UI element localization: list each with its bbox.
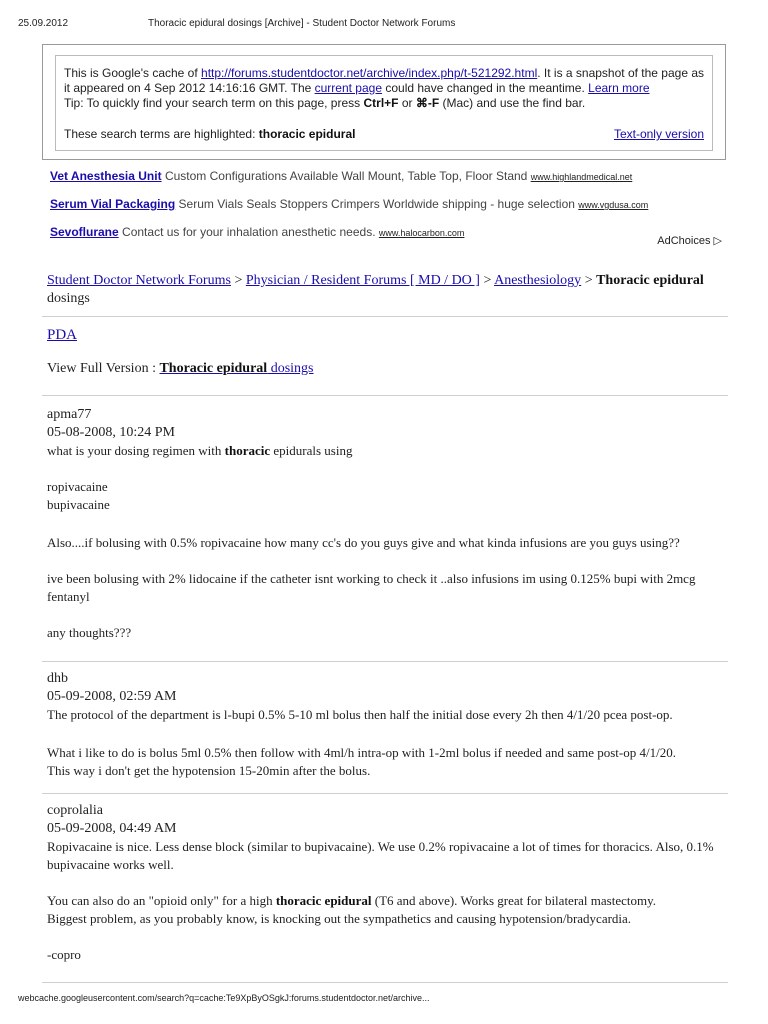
ad-item[interactable] — [50, 196, 730, 224]
post-author: coprolalia — [47, 803, 103, 818]
post-author: dhb — [47, 671, 68, 686]
tip-suffix: (Mac) and use the find bar. — [439, 96, 586, 110]
highlight-row — [64, 127, 704, 142]
post-text-part: what is your dosing regimen with — [47, 443, 225, 458]
print-title: Thoracic epidural dosings [Archive] - Student Doctor Network Forums — [148, 18, 456, 29]
google-cache-banner — [42, 44, 726, 160]
post-text: Ropivacaine is nice. Less dense block (similar to bupivacaine). We use 0.2% ropivacaine a lot of times for thoracics. Also, 0.1% bupivacaine works well. — [47, 839, 714, 872]
ad-item[interactable] — [50, 224, 730, 252]
breadcrumb-anesthesiology[interactable]: Anesthesiology — [494, 273, 582, 288]
divider — [42, 982, 728, 983]
post-text: ive been bolusing with 2% lidocaine if the catheter isnt working to check it ..also infusions im using 0.125% bupi with 2mcg fentanyl — [47, 571, 696, 604]
full-version-prefix: View Full Version : — [47, 361, 160, 376]
post-text-part: You can also do an "opioid only" for a high — [47, 893, 276, 908]
divider — [42, 395, 728, 396]
adchoices-link[interactable]: AdChoices ▷ — [657, 235, 722, 247]
ad-url[interactable]: www.highlandmedical.net — [530, 172, 633, 182]
post-text-part: (T6 and above). Works great for bilateral mastectomy. — [371, 893, 657, 908]
full-version-bold: Thoracic epidural — [159, 361, 268, 376]
breadcrumb-separator: > — [479, 273, 495, 288]
post-date: 05-09-2008, 02:59 AM — [47, 689, 177, 704]
view-full-version — [47, 361, 314, 377]
post-text — [47, 892, 737, 910]
cache-prefix: This is Google's cache of — [64, 66, 202, 80]
ad-item[interactable] — [50, 168, 730, 196]
post-text-highlight: thoracic epidural — [275, 893, 372, 908]
cached-url-link[interactable]: http://forums.studentdoctor.net/archive/index.php/t-521292.html — [201, 66, 538, 80]
breadcrumb — [47, 272, 737, 308]
terms-prefix: These search terms are highlighted: — [64, 127, 259, 141]
print-header — [18, 18, 456, 29]
ad-url[interactable]: www.halocarbon.com — [378, 228, 465, 238]
text-only-version-link[interactable]: Text-only version — [613, 127, 704, 141]
post-2 — [47, 670, 737, 780]
post-text: What i like to do is bolus 5ml 0.5% then follow with 4ml/h intra-op with 1-2ml bolus if needed and same post-op 4/1/20. — [47, 745, 676, 760]
ad-title[interactable]: Vet Anesthesia Unit — [50, 169, 162, 183]
post-text-highlight: thoracic — [224, 443, 271, 458]
ad-title[interactable]: Sevoflurane — [50, 225, 119, 239]
breadcrumb-separator: > — [230, 273, 246, 288]
post-text — [47, 442, 737, 460]
post-date: 05-08-2008, 10:24 PM — [47, 425, 175, 440]
current-page-link[interactable]: current page — [314, 81, 383, 95]
post-text: Biggest problem, as you probably know, is knocking out the sympathetics and causing hypotension/bradycardia. — [47, 911, 632, 926]
breadcrumb-current-bold: Thoracic epidural — [596, 273, 704, 288]
ad-description: Contact us for your inhalation anesthetic needs. — [122, 225, 376, 239]
post-text: Also....if bolusing with 0.5% ropivacaine how many cc's do you guys give and what kinda infusions are you guys using?? — [47, 535, 680, 550]
post-text: -copro — [47, 947, 81, 962]
print-footer-url: webcache.googleusercontent.com/search?q=cache:Te9XpByOSgkJ:forums.studentdoctor.net/archive... — [18, 993, 430, 1003]
full-version-rest: dosings — [267, 361, 314, 376]
tip-text: Tip: To quickly find your search term on this page, press — [64, 96, 364, 110]
full-version-link[interactable] — [159, 361, 313, 376]
cache-mid-text-2: could have changed in the meantime. — [382, 81, 589, 95]
print-date: 25.09.2012 — [18, 18, 69, 29]
post-text-part: epidurals using — [270, 443, 353, 458]
learn-more-link[interactable]: Learn more — [588, 81, 650, 95]
ad-description: Custom Configurations Available Wall Mount, Table Top, Floor Stand — [164, 169, 528, 183]
divider — [42, 316, 728, 317]
divider — [42, 661, 728, 662]
post-text: bupivacaine — [47, 497, 110, 512]
cmd-f-key: ⌘-F — [415, 96, 440, 110]
post-author: apma77 — [47, 407, 92, 422]
post-text: The protocol of the department is l-bupi 0.5% 5-10 ml bolus then half the initial dose every 2h then 4/1/20 pcea post-op. — [47, 707, 673, 722]
post-text: This way i don't get the hypotension 15-20min after the bolus. — [47, 763, 371, 778]
ads-block — [50, 168, 730, 252]
cache-notice-text — [64, 66, 704, 111]
cache-notice-box — [55, 55, 713, 151]
cache-mid-text: . It is a snapshot of the page as it appeared on 4 Sep 2012 14:16:16 GMT. The — [64, 66, 705, 95]
breadcrumb-physician-forums[interactable]: Physician / Resident Forums [ MD / DO ] — [245, 273, 480, 288]
post-1 — [47, 406, 737, 642]
ctrl-f-key: Ctrl+F — [363, 96, 399, 110]
ad-description: Serum Vials Seals Stoppers Crimpers Worldwide shipping - huge selection — [178, 197, 575, 211]
breadcrumb-current-rest: dosings — [47, 291, 90, 306]
highlighted-terms — [64, 127, 355, 142]
breadcrumb-separator: > — [581, 273, 597, 288]
divider — [42, 793, 728, 794]
post-date: 05-09-2008, 04:49 AM — [47, 821, 177, 836]
terms-value: thoracic epidural — [258, 127, 356, 141]
ad-url[interactable]: www.vgdusa.com — [578, 200, 649, 210]
ad-title[interactable]: Serum Vial Packaging — [50, 197, 176, 211]
post-text: ropivacaine — [47, 479, 108, 494]
pda-link[interactable]: PDA — [47, 327, 78, 343]
tip-or: or — [398, 96, 416, 110]
post-text: any thoughts??? — [47, 625, 132, 640]
post-3 — [47, 802, 737, 964]
breadcrumb-sdn-forums[interactable]: Student Doctor Network Forums — [47, 273, 231, 288]
